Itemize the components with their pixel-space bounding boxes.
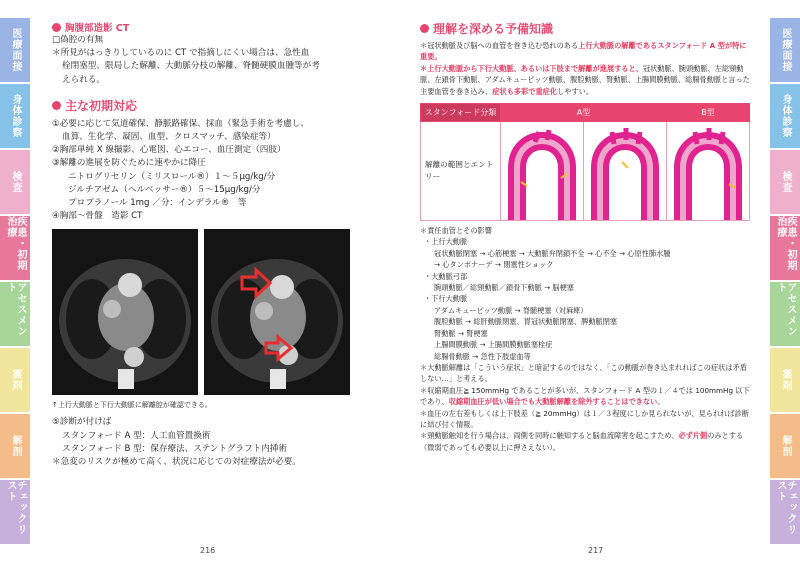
intro-emphasis: 上行大動脈の解離であるスタンフォード A 型が特に重要。 bbox=[420, 41, 747, 62]
drug-line: プロプラノール 1mg ／分：インデラル® 等 bbox=[68, 198, 247, 209]
page-number-right: 217 bbox=[588, 546, 604, 555]
vessel-line: ・大動脈弓部 bbox=[424, 271, 468, 281]
table-row bbox=[421, 122, 750, 221]
vessel-line: 上腸間膜動脈 → 上腸間膜動脈塞栓症 bbox=[434, 340, 553, 350]
ct-item: □偽腔の有無 bbox=[52, 35, 104, 45]
initial-item: 血算、生化学、凝固、血型、クロスマッチ、感染症等） bbox=[62, 132, 276, 143]
index-tab[interactable]: 疾患・初期治療 bbox=[0, 216, 30, 280]
note-emphasis: 必ず片側 bbox=[678, 431, 708, 441]
vessel-line: → 心タンポナーデ → 閉塞性ショック bbox=[434, 260, 554, 270]
index-tab[interactable]: 検査 bbox=[770, 150, 800, 214]
note-4 bbox=[420, 430, 750, 453]
vessel-line: 冠状動脈閉塞 → 心筋梗塞 → 大動脈弁閉鎖不全 → 心不全 → 心原性肺水腫 bbox=[434, 248, 671, 258]
vessel-line: 腕頭動脈／総頸動脈／鎖骨下動脈 → 脳梗塞 bbox=[434, 283, 574, 293]
intro-text: しやすい。 bbox=[557, 86, 593, 96]
index-tab[interactable]: 身体診察 bbox=[0, 84, 30, 148]
table-header-row bbox=[421, 104, 750, 122]
intro-text: ＊冠状動脈及び脳への血管を巻き込む恐れのある bbox=[420, 41, 579, 50]
vessel-line: ・下行大動脈 bbox=[424, 294, 468, 304]
table-header-cell: B型 bbox=[667, 104, 750, 122]
index-tab[interactable]: チェックリスト bbox=[770, 480, 800, 544]
note-text: のみとする（微弱であっても必要以上に押さえない）。 bbox=[420, 431, 744, 452]
initial-item: ③解離の進展を防ぐために速やかに降圧 bbox=[52, 158, 206, 169]
right-index-tabs bbox=[770, 18, 800, 546]
bullet-dot-icon bbox=[52, 23, 61, 32]
intro-text: 冠状動脈、腕頭動脈、左総頸動脈、左鎖骨下動脈、アダムキューピッツ動脈、腹腔動脈、腎動脈、上腸間膜動脈、総腸骨動脈と言った主要血管を巻き込み、 bbox=[420, 63, 750, 96]
initial-item: ②胸部単純 X 線撮影、心電図、心エコー、血圧測定（四肢） bbox=[52, 145, 286, 156]
intro-paragraph-1 bbox=[420, 40, 750, 63]
ct-section-heading bbox=[52, 20, 372, 34]
note-text: ＊頸動脈触知を行う場合は、両側を同時に触知すると脳血流障害を起こすため、 bbox=[420, 431, 679, 441]
surgery-item: ⑤診断が付けば bbox=[52, 417, 112, 428]
index-tab[interactable]: 検査 bbox=[0, 150, 30, 214]
intro-paragraph-2 bbox=[420, 63, 750, 97]
index-tab[interactable]: 疾患・初期治療 bbox=[770, 216, 800, 280]
note-emphasis: 収縮期血圧が低い場合でも大動脈解離を除外することはできない bbox=[448, 397, 658, 407]
initial-heading: 主な初期対応 bbox=[65, 98, 138, 113]
vessels-block bbox=[420, 225, 750, 453]
initial-items bbox=[52, 118, 372, 224]
drug-line: ジルチアゼム（ヘルベッサー®）５～15μg/kg/分 bbox=[68, 184, 261, 195]
stanford-classification-table bbox=[420, 103, 750, 221]
table-row-label: 解離の範囲とエントリー bbox=[421, 122, 501, 221]
initial-item: ①必要に応じて気道確保、静脈路確保、採血（緊急手術を考慮し、 bbox=[52, 118, 309, 129]
index-tab[interactable]: アセスメント bbox=[770, 282, 800, 346]
aorta-diagram-a1 bbox=[501, 122, 584, 221]
ct-scan-image-upper bbox=[52, 229, 198, 395]
bullet-dot-icon bbox=[420, 24, 429, 33]
index-tab[interactable]: 医療面接 bbox=[770, 18, 800, 82]
index-tab[interactable]: 解剖 bbox=[770, 414, 800, 478]
initial-item: ④胸部～骨盤 造影 CT bbox=[52, 211, 143, 222]
vessel-line: 総腸骨動脈 → 急性下肢虚血等 bbox=[434, 351, 531, 361]
ct-heading: 胸腹部造影 CT bbox=[65, 23, 130, 34]
aorta-diagram-b bbox=[667, 122, 750, 221]
index-tab[interactable]: 薬剤 bbox=[770, 348, 800, 412]
page-number-left: 216 bbox=[200, 546, 216, 555]
left-page bbox=[52, 20, 372, 540]
vessel-line: 腎動脈 → 腎梗塞 bbox=[434, 328, 488, 338]
right-page bbox=[420, 20, 750, 540]
ct-image-row bbox=[52, 229, 372, 395]
vessel-line: ・上行大動脈 bbox=[424, 237, 468, 247]
ct-items bbox=[52, 34, 372, 87]
surgery-item: スタンフォード B 型：保存療法、ステントグラフト内挿術 bbox=[62, 443, 287, 454]
left-index-tabs bbox=[0, 18, 30, 546]
surgery-item: ＊急変のリスクが極めて高く、状況に応じての対症療法が必要。 bbox=[52, 457, 301, 468]
knowledge-heading: 理解を深める予備知識 bbox=[433, 22, 554, 36]
note-3: ＊血圧の左右差もしくは上下肢差（≧ 20mmHg）は１／３程度にしか見られないが、見られれば診断に結び付く情報。 bbox=[420, 408, 749, 429]
index-tab[interactable]: 解剖 bbox=[0, 414, 30, 478]
ct-scan-image-annotated bbox=[204, 229, 350, 395]
bullet-dot-icon bbox=[52, 101, 61, 110]
note-2 bbox=[420, 385, 750, 408]
note-text: ＊収縮期血圧≧ 150mmHg であることが多いが、スタンフォード A 型の１／４では 100mmHg 以下であり、 bbox=[420, 385, 750, 407]
note-text: 。 bbox=[657, 397, 665, 407]
ct-item: えられる。 bbox=[62, 74, 105, 85]
note-1: ＊大動脈解離は「こういう症状」と暗記するのではなく、「この動脈が巻き込まれればこの症状は矛盾しない…」と考える。 bbox=[420, 362, 747, 384]
intro-emphasis: 症状も多彩で重症化 bbox=[492, 86, 558, 96]
ct-caption: ↑上行大動脈と下行大動脈に解離腔が確認できる。 bbox=[52, 401, 212, 410]
vessels-heading: ＊責任血管とその影響 bbox=[420, 226, 492, 236]
index-tab[interactable]: アセスメント bbox=[0, 282, 30, 346]
vessel-list bbox=[420, 236, 750, 361]
drug-line: ニトログリセリン（ミリスロール®）１～５μg/kg/分 bbox=[68, 171, 276, 182]
surgery-item: スタンフォード A 型：人工血管置換術 bbox=[62, 430, 211, 441]
surgery-items bbox=[52, 416, 372, 469]
initial-section-heading bbox=[52, 97, 372, 114]
index-tab[interactable]: 身体診察 bbox=[770, 84, 800, 148]
ct-item: ＊所見がはっきりしているのに CT で指摘しにくい場合は、急性血 bbox=[52, 48, 310, 59]
knowledge-section-heading bbox=[420, 20, 750, 37]
ct-item: 栓閉塞型、限局した解離、大動脈分枝の解離、脊髄硬膜血腫等が考 bbox=[62, 61, 320, 72]
index-tab[interactable]: 医療面接 bbox=[0, 18, 30, 82]
aorta-diagram-a2 bbox=[584, 122, 667, 221]
vessel-line: アダムキューピッツ動脈 → 脊髄梗塞（対麻痺） bbox=[434, 305, 588, 315]
index-tab[interactable]: チェックリスト bbox=[0, 480, 30, 544]
intro-emphasis: ＊上行大動脈から下行大動脈、あるいは下肢まで解離が進展すると、 bbox=[420, 63, 643, 73]
vessel-line: 腹腔動脈 → 総肝動脈閉塞、胃冠状動脈閉塞、脾動脈閉塞 bbox=[434, 317, 618, 327]
table-header-cell: A型 bbox=[501, 104, 667, 122]
table-header-cell: スタンフォード分類 bbox=[421, 104, 501, 122]
index-tab[interactable]: 薬剤 bbox=[0, 348, 30, 412]
